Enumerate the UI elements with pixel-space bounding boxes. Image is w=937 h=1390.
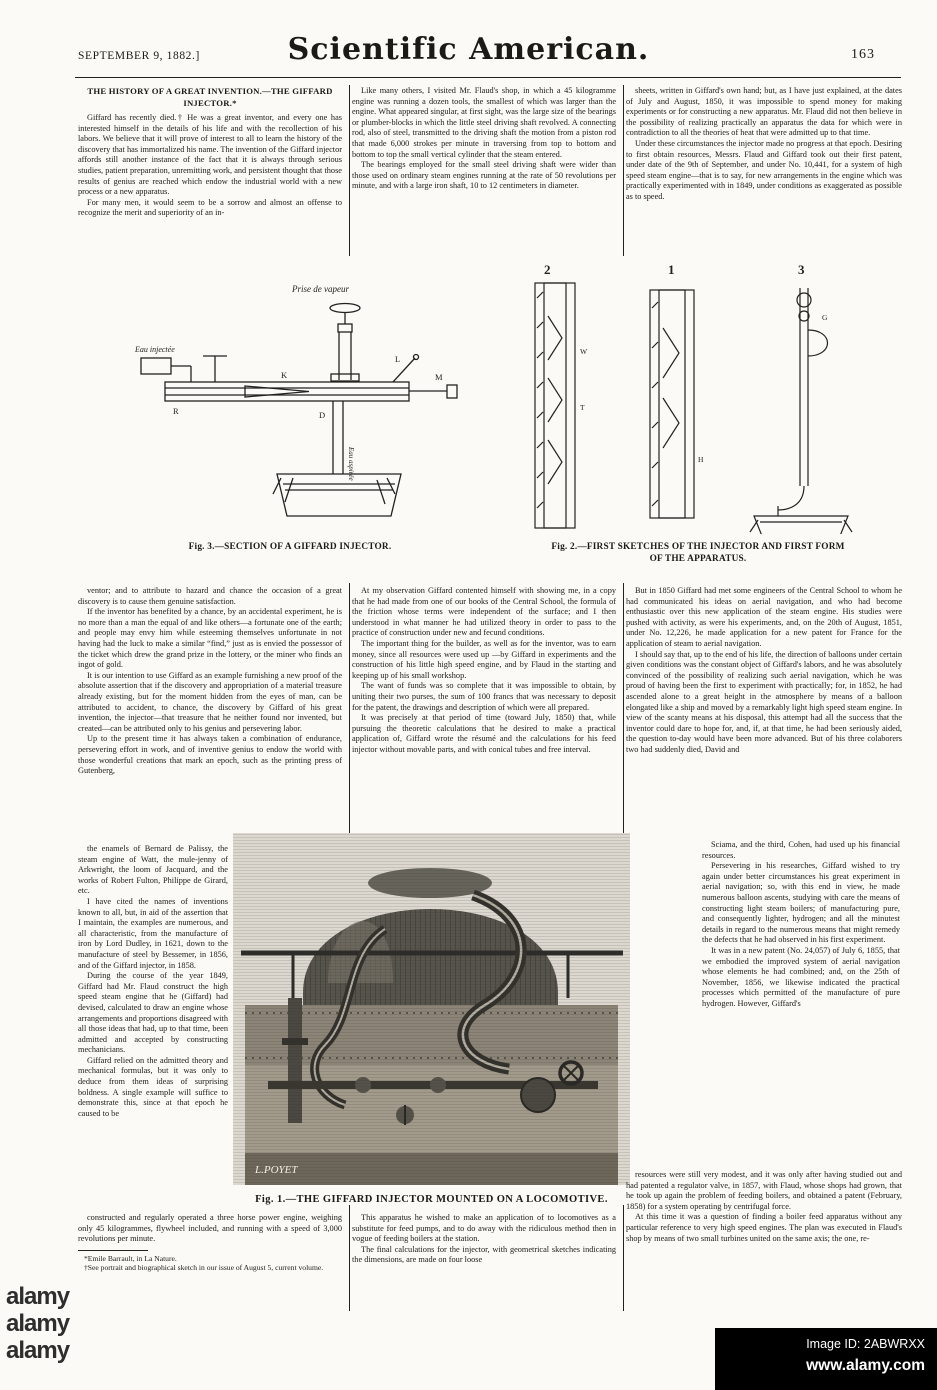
fig3-label-l: L [395,354,401,364]
header-rule [75,77,901,78]
paragraph: I should say that, up to the end of his life, the direction of balloons under certain given conditions was the constant object of Giffard's labors, and he was absolutely convinced of the possibility of realizing such aerial navigation, which he was proud of having been the first to experiment with practically; for, in 1852, he had ascended alone to a great height in the atmosphere by means of a balloon elongated like a ship and moved by a remarkably light high speed steam engine. In view of the scanty means at his disposal, this attempt had all the success that the inventor could dare to hope for, and, if, at that time, he had been seriously aided, the question to-day would have been more advanced. But of his three colaborers two had suddenly died, David and [626,649,902,754]
alamy-logo: alamy [6,1310,70,1337]
column1-top [78,86,342,258]
locomotive-engraving [233,833,630,1185]
column2-mid [352,586,616,832]
fig3-label-k: K [281,370,288,380]
fig3-label-water-in: Eau injectée [135,345,175,354]
column3-narrow-paragraphs [702,840,900,1010]
injector-section-drawing [95,262,485,534]
paragraph: sheets, written in Giffard's own hand; but, as I have just explained, at the dates of July and August, 1850, it was impossible to spend money for making experiments or for constructing a new apparatus. Mr. Flaud did not then believe in the possibility of realizing practically an apparatus the data for which were in contradiction to all the theories of heat that were admitted up to that time. [626,86,902,138]
column2-top [352,86,616,258]
first-sketches-drawing [500,258,896,534]
figure2-caption [498,542,898,565]
column1-top-paragraphs [78,113,342,219]
column1-bottom-paragraphs [78,1213,342,1245]
column-rule [349,1205,350,1311]
page-number: 163 [851,47,875,62]
alamy-image-id: Image ID: 2ABWRXX [806,1337,925,1351]
footnotes [78,1254,342,1273]
column3-top-mid-paragraphs [626,586,902,756]
paragraph: The important thing for the builder, as well as for the inventor, was to earn money, since all resources were used up —by Giffard in experiments and the construction of his little high speed engine, and by Flaud in the starting and keeping up of his small workshop. [352,638,616,680]
fig2-numeral-1: 1 [668,262,675,277]
paragraph: If the inventor has benefited by a chance, by an accidental experiment, he is no more than a man the equal of and like others—a fortunate one of the earth; and people may envy him while esteeming themselves unfortunate in not having had the luck to make a similar “find,” just as is envied the possessor of the ticket which drew the grand prize in the lottery, or the miner who finds an ingot of gold. [78,607,342,670]
paragraph: But in 1850 Giffard had met some engineers of the Central School to whom he had communicated his ideas on aerial navigation, and who had become enthusiastic over this new application of the steam engine. His studies were pushed with activity, as were his experiments, and, on the 20th of August, 1851, under No. 12,226, he made application for a new patent for France for the application of steam to aerial navigation. [626,586,902,648]
paragraph: constructed and regularly operated a three horse power engine, weighing only 45 kilogrammes, flywheel included, and running with a speed of 3,000 revolutions per minute. [78,1213,342,1244]
column-rule [623,583,624,834]
fig3-label-steam: Prise de vapeur [292,284,349,294]
column3-bottom [626,1170,902,1313]
figure3-caption: Fig. 3.—SECTION OF A GIFFARD INJECTOR. [188,542,392,552]
paragraph: Up to the present time it has always taken a combination of endurance, persevering effort in work, and of inventive genius to endow the world with those wonderful creations that mark an epoch, such as the printing press of Gutenberg, [78,734,342,776]
alamy-info-box [715,1328,937,1390]
figure3-injector-section [95,262,485,534]
paragraph: †See portrait and biographical sketch in our issue of August 5, current volume. [84,1263,324,1273]
paragraph: The final calculations for the injector, with geometrical sketches indicating the dimensions, are made on four loose [352,1244,616,1265]
paragraph: I have cited the names of inventions known to all, but, in aid of the assertion that I maintain, the examples are numerous, and all characteristic, from the manufacture of iron by Lord Dudley, in 1621, down to the manufacture of steel by Bessemer, in 1856, and of the Giffard injector, in 1858. [78,896,228,970]
figure1-caption: Fig. 1.—THE GIFFARD INJECTOR MOUNTED ON A LOCOMOTIVE. [255,1194,608,1205]
fig2-letter-h: H [698,455,704,464]
alamy-url: www.alamy.com [806,1357,925,1374]
paragraph: *Emile Barrault, in La Nature. [84,1253,177,1263]
engraver-signature: L.POYET [255,1164,298,1176]
paragraph: It is our intention to use Giffard as an example furnishing a new proof of the absolute assertion that if the discovery and appropriation of a material treasure already existing, but for the moment hidden from the eyes of man, can be attributed to accident, to chance, the discovery by Giffard of his great invention, the injector—that treasure that he neither found nor invented, but created—can be attributed only to his genius and persevering labor. [78,670,342,733]
fig2-letter-w: W [580,347,588,356]
fig3-label-m: M [435,372,443,382]
paragraph: Sciama, and the third, Cohen, had used up his financial resources. [702,840,900,860]
column3-bottom-paragraphs [626,1170,902,1244]
fig2-numeral-2: 2 [544,262,551,277]
fig2-letter-t: T [580,403,585,412]
column3-narrow [702,840,900,1166]
paragraph: For many men, it would seem to be a sorrow and almost an offense to recognize the merit and superiority of an in- [78,197,342,218]
column-rule [349,583,350,834]
column1-mid-full [78,586,342,842]
footnote-rule [78,1250,148,1251]
column-rule [623,85,624,256]
paragraph: At my observation Giffard contented himself with showing me, in a copy that he had made from one of our books of the Central School, the formula of the friction whose terms were independent of the surface; and I then understood in what manner he had utilized theory in order to pass to the practice of construction under new and fecund conditions. [352,586,616,638]
column2-bottom [352,1213,616,1313]
paragraph: ventor; and to attribute to hazard and chance the occasion of a great discovery is to cause them genuine satisfaction. [78,586,342,606]
issue-date: SEPTEMBER 9, 1882.] [78,50,200,62]
figure2-caption-line2: OF THE APPARATUS. [649,553,747,564]
column2-mid-paragraphs [352,586,616,756]
column3-top-paragraphs [626,86,902,203]
paragraph: It was precisely at that period of time (toward July, 1850) that, while pursuing the theoretic calculations that he desired to make a practical application of, Giffard wrote the résumé and the calculations for his feed injector without movable parts, and with conical tubes and free interval. [352,713,616,754]
fig3-label-r: R [173,406,179,416]
column2-bottom-paragraphs [352,1213,616,1266]
column1-bottom [78,1213,342,1313]
alamy-logo: alamy [6,1337,70,1364]
paragraph: resources were still very modest, and it was only after having studied out and had patented a regulator valve, in 1857, with Flaud, whose shops had grown, that he took up again the problem of feeding boilers, and obtained a patent (February, 1858) for a system operating by centrifugal force. [626,1170,902,1211]
masthead-title: Scientific American. [287,32,650,67]
paragraph: At this time it was a question of finding a boiler feed apparatus without any particular reference to very high speed engines. The plan was executed in Flaud's shop by means of two small turbines united on the same axis; the one, re- [626,1212,902,1243]
column2-top-paragraphs [352,86,616,192]
paragraph: The want of funds was so complete that it was impossible to obtain, by uniting their two purses, the sum of 100 francs that was necessary to deposit for the patent, the drawings and description of which were all prepared. [352,681,616,712]
column-rule [623,1205,624,1311]
fig3-label-water-suction: Eau aspirée [347,447,355,481]
column1-mid-paragraphs [78,586,342,777]
article-title: THE HISTORY OF A GREAT INVENTION.—THE GIFFARD INJECTOR.* [87,86,333,108]
fig2-letter-g: G [822,313,828,322]
figure2-caption-line1: Fig. 2.—FIRST SKETCHES OF THE INJECTOR AND FIRST FORM [551,542,845,552]
column-rule [349,85,350,256]
paragraph: It was in a new patent (No. 24,057) of July 6, 1855, that we embodied the improved system of aerial navigation whose elements he had combined; and, on the 25th of November, 1856, we likewise indicated the practical processes which permitted of the manufacture of pure hydrogen. However, Giffard's [702,945,900,1008]
fig3-label-d: D [319,410,326,420]
figure2-first-sketches [500,258,896,534]
fig2-numeral-3: 3 [798,262,805,277]
paragraph: Giffard relied on the admitted theory and mechanical formulas, but it was only to deduce from them ideas of surprising boldness. A single example will suffice to demonstrate this, since at that epoch he caused to be [78,1055,228,1118]
paragraph: Like many others, I visited Mr. Flaud's shop, in which a 45 kilogramme engine was running a dozen tools, the smallest of which was larger than the engine. What appeared singular, at first sight, was the large size of the bearings or plumber-blocks in which the little steel driving shaft revolved. A connecting rod, also of steel, transmitted to the driving shaft the motion from a piston rod that made 6,000 strokes per minute in traversing from top to bottom and bottom to top the small vertical cylinder that the steam entered. [352,86,616,159]
figure1-locomotive-engraving [233,833,630,1185]
alamy-logo: alamy [6,1283,70,1310]
paragraph: Giffard has recently died.† He was a great inventor, and every one has interested himself in the details of his life and with the recollection of his labors. We believe that it will prove of interest to all to learn the history of the discovery that has immortalized his name. The invention of the Giffard injector affords still another instance of the fact that it is always through serious studies, patient preparation, unremitting work, and persistent thought that those results of genius are reached which endow the industrial world with a new process or a new apparatus. [78,113,342,197]
column1-narrow-paragraphs [78,844,228,1119]
paragraph: This apparatus he wished to make an application of to locomotives as a substitute for feed pumps, and to do away with the ridiculous method then in vogue of feeding boilers at the station. [352,1213,616,1244]
alamy-watermark-stack [6,1283,69,1364]
paragraph: the enamels of Bernard de Palissy, the steam engine of Watt, the mule-jenny of Arkwright, the loom of Jacquard, and the works of Robert Fulton, Philippe de Girard, etc. [78,844,228,896]
column3-top [626,86,902,258]
paragraph: Persevering in his researches, Giffard wished to try again under better circumstances his great experiment in aerial navigation; so, with this end in view, he made numerous balloon ascents, studying with care the means of constructing light steam boilers; of manufacturing pure, and consequently lighter, hydrogen; and all the minutest details in regard to the numerous means that might remedy the defects that he had observed in his first experiment. [702,861,900,945]
column1-mid-narrow [78,844,228,1188]
column3-full-top [626,586,902,838]
paragraph: During the course of the year 1849, Giffard had Mr. Flaud construct the high speed steam engine that he (Giffard) had devised, calculated to draw an engine whose arrangements and proportions disagreed with all those ideas that had, up to that time, been admitted and accepted by constructing mechanicians. [78,971,228,1055]
paragraph: The bearings employed for the small steel driving shaft were wider than those used on ordinary steam engines running at the rate of 50 revolutions per minute, and with a large iron shaft, 10 to 12 centimeters in diameter. [352,160,616,191]
paragraph: Under these circumstances the injector made no progress at that epoch. Desiring to first obtain resources, Messrs. Flaud and Giffard took out their first patent, under date of the 9th of September, and under No. 10,441, for a system of high speed steam engine—that is to say, for new arrangements in the engine which was practically experimented with in 1849, under conditions as exaggerated as possible as to speed. [626,138,902,201]
